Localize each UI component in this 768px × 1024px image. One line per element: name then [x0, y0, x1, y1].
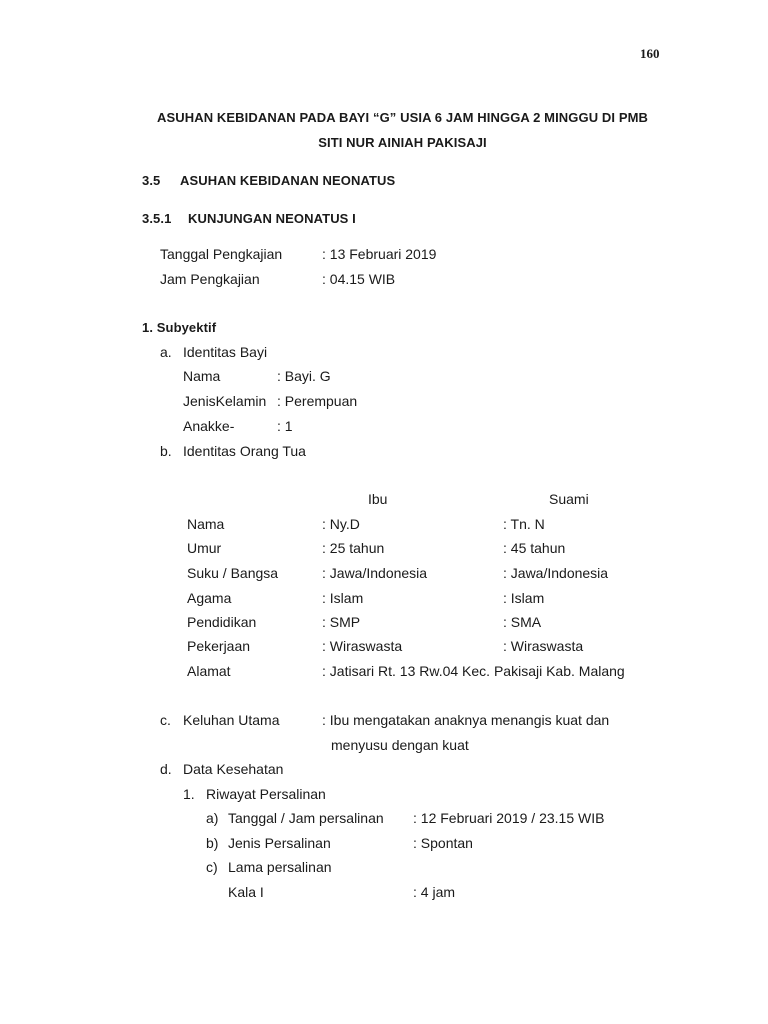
- parent-row-suami: : Jawa/Indonesia: [503, 565, 609, 581]
- assessment-time-value: : 04.15 WIB: [322, 271, 396, 287]
- baby-order-label: Anakke-: [183, 418, 235, 434]
- parent-row-suami: : SMA: [503, 614, 542, 630]
- parent-row-suami: : Wiraswasta: [503, 638, 584, 654]
- list-marker-a: a.: [160, 344, 172, 360]
- kala-1-value: : 4 jam: [413, 884, 456, 900]
- birth-type-value: : Spontan: [413, 835, 473, 851]
- list-marker-d: d.: [160, 761, 172, 777]
- parent-row-label: Umur: [187, 540, 222, 556]
- list-marker-b: b.: [160, 443, 172, 459]
- birth-type-label: Jenis Persalinan: [228, 835, 331, 851]
- baby-name-value: : Bayi. G: [277, 368, 331, 384]
- address-value: : Jatisari Rt. 13 Rw.04 Kec. Pakisaji Kab. Malang: [322, 663, 625, 679]
- parent-row-ibu: : SMP: [322, 614, 361, 630]
- kala-1-label: Kala I: [228, 884, 264, 900]
- subjective-heading: 1. Subyektif: [142, 320, 217, 335]
- parent-identity-title: Identitas Orang Tua: [183, 443, 306, 459]
- parent-row-label: Agama: [187, 590, 232, 606]
- parent-row-ibu: : Jawa/Indonesia: [322, 565, 428, 581]
- parent-row-ibu: : Islam: [322, 590, 364, 606]
- baby-identity-title: Identitas Bayi: [183, 344, 268, 360]
- parent-row-label: Nama: [187, 516, 225, 532]
- labor-duration-label: Lama persalinan: [228, 859, 332, 875]
- main-complaint-value-line1: : Ibu mengatakan anaknya menangis kuat dan: [322, 712, 610, 728]
- section-title: ASUHAN KEBIDANAN NEONATUS: [180, 173, 396, 188]
- subsection-title: KUNJUNGAN NEONATUS I: [188, 211, 356, 226]
- parent-row-suami: : Tn. N: [503, 516, 545, 532]
- health-data-title: Data Kesehatan: [183, 761, 284, 777]
- list-marker-b-paren: b): [206, 835, 219, 851]
- list-marker-1: 1.: [183, 786, 195, 802]
- column-header-suami: Suami: [549, 491, 589, 507]
- address-label: Alamat: [187, 663, 231, 679]
- main-complaint-value-line2: menyusu dengan kuat: [331, 737, 469, 753]
- section-number: 3.5: [142, 173, 161, 188]
- parent-row-suami: : Islam: [503, 590, 545, 606]
- main-complaint-title: Keluhan Utama: [183, 712, 280, 728]
- parent-row-label: Pekerjaan: [187, 638, 251, 654]
- baby-name-label: Nama: [183, 368, 221, 384]
- baby-order-value: : 1: [277, 418, 293, 434]
- parent-row-ibu: : Wiraswasta: [322, 638, 403, 654]
- list-marker-a-paren: a): [206, 810, 219, 826]
- birth-history-title: Riwayat Persalinan: [206, 786, 326, 802]
- subsection-number: 3.5.1: [142, 211, 172, 226]
- parent-row-label: Pendidikan: [187, 614, 257, 630]
- list-marker-c-paren: c): [206, 859, 218, 875]
- assessment-time-label: Jam Pengkajian: [160, 271, 260, 287]
- parent-row-ibu: : Ny.D: [322, 516, 360, 532]
- parent-row-ibu: : 25 tahun: [322, 540, 385, 556]
- assessment-date-label: Tanggal Pengkajian: [160, 246, 283, 262]
- document-title-line2: SITI NUR AINIAH PAKISAJI: [318, 135, 487, 150]
- document-title-line1: ASUHAN KEBIDANAN PADA BAYI “G” USIA 6 JAM HINGGA 2 MINGGU DI PMB: [156, 110, 649, 125]
- baby-sex-value: : Perempuan: [277, 393, 358, 409]
- birth-date-value: : 12 Februari 2019 / 23.15 WIB: [413, 810, 605, 826]
- baby-sex-label: JenisKelamin: [183, 393, 267, 409]
- column-header-ibu: Ibu: [368, 491, 388, 507]
- page-number: 160: [640, 46, 660, 61]
- assessment-date-value: : 13 Februari 2019: [322, 246, 437, 262]
- parent-row-label: Suku / Bangsa: [187, 565, 279, 581]
- list-marker-c: c.: [160, 712, 171, 728]
- parent-row-suami: : 45 tahun: [503, 540, 566, 556]
- birth-date-label: Tanggal / Jam persalinan: [228, 810, 384, 826]
